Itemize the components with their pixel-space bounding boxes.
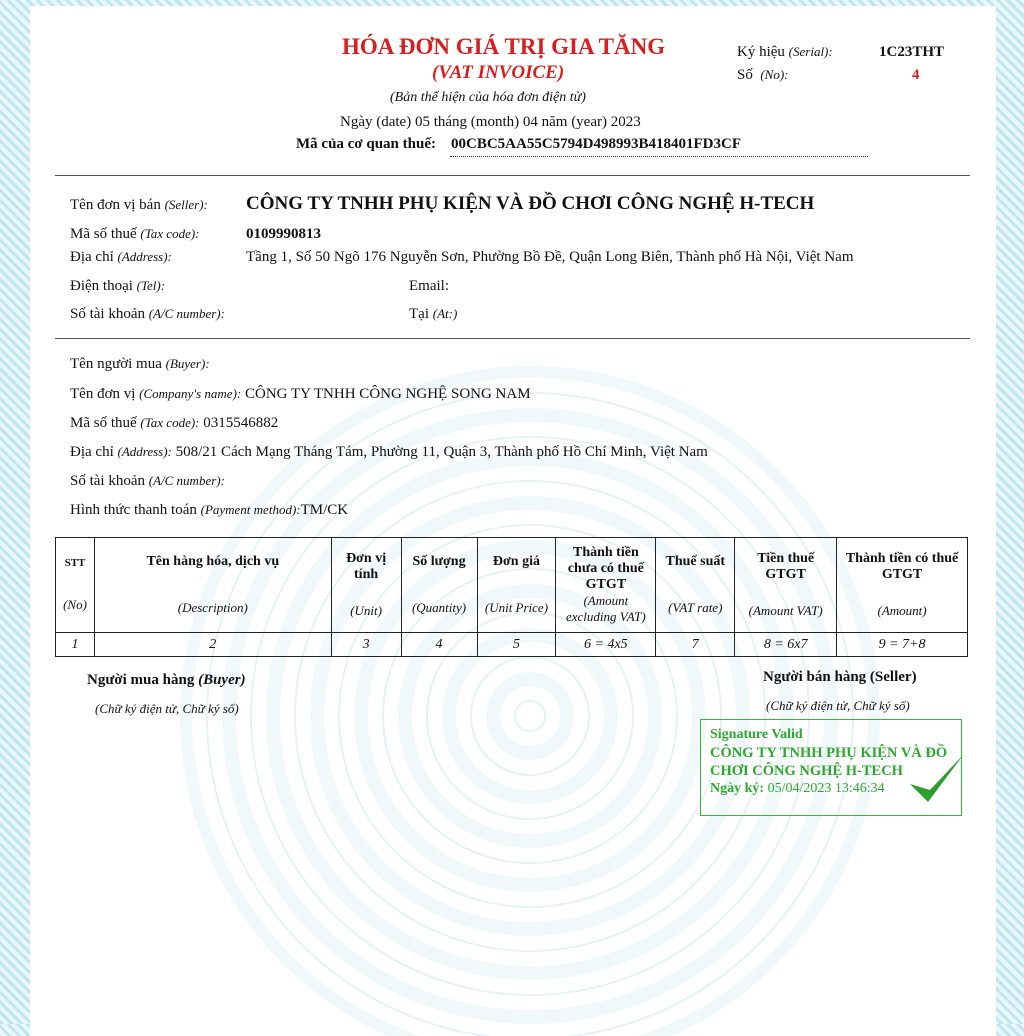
buyer-company: CÔNG TY TNHH CÔNG NGHỆ SONG NAM	[245, 386, 531, 402]
index-cell: 1	[56, 633, 95, 657]
buyer-company-label: Tên đơn vị	[70, 386, 136, 402]
header-cell: Đơn giá (Unit Price)	[477, 538, 556, 633]
payment-label-en: (Payment method):	[200, 502, 301, 517]
divider	[55, 175, 970, 176]
index-cell: 8 = 6x7	[735, 633, 837, 657]
index-cell: 6 = 4x5	[556, 633, 656, 657]
buyer-signature-note: (Chữ ký điện tử, Chữ ký số)	[95, 701, 239, 716]
seller-address: Tầng 1, Số 50 Ngõ 176 Nguyễn Sơn, Phường Bồ Đề, Quận Long Biên, Thành phố Hà Nội, Việt Nam	[246, 249, 854, 265]
invoice-subtitle: (VAT INVOICE)	[432, 62, 565, 83]
seller-at-label-en: (At:)	[432, 306, 458, 321]
index-cell: 4	[401, 633, 477, 657]
seller-tel-label-en: (Tel):	[136, 278, 166, 293]
invoice-date: Ngày (date) 05 tháng (month) 04 năm (year) 2023	[340, 114, 641, 130]
serial-label-en: (Serial):	[788, 44, 833, 59]
sign-date: 05/04/2023 13:46:34	[767, 781, 885, 796]
buyer-address: 508/21 Cách Mạng Tháng Tám, Phường 11, Quận 3, Thành phố Hồ Chí Minh, Việt Nam	[175, 444, 708, 460]
checkmark-icon	[906, 750, 966, 810]
buyer-company-label-en: (Company's name):	[139, 386, 242, 401]
header-cell: Thuế suất (VAT rate)	[656, 538, 735, 633]
buyer-label-en: (Buyer):	[165, 356, 210, 371]
header-cell: Số lượng (Quantity)	[401, 538, 477, 633]
header-cell: Tiền thuế GTGT (Amount VAT)	[735, 538, 837, 633]
seller-email-label: Email:	[409, 278, 449, 294]
seller-name-label: Tên đơn vị bán	[70, 197, 161, 213]
buyer-signature-label-en: (Buyer)	[198, 672, 246, 688]
seller-tax-label-en: (Tax code):	[140, 226, 200, 241]
invoice-note: (Bản thể hiện của hóa đơn điện tử)	[390, 90, 586, 105]
buyer-account-label-en: (A/C number):	[148, 473, 225, 488]
invoice-page	[30, 6, 996, 1036]
seller-signature-note: (Chữ ký điện tử, Chữ ký số)	[766, 698, 910, 713]
payment-method: TM/CK	[300, 502, 349, 518]
payment-label: Hình thức thanh toán	[70, 502, 197, 518]
buyer-address-label: Địa chỉ	[70, 444, 114, 460]
seller-at-label: Tại	[409, 306, 429, 322]
index-cell: 2	[94, 633, 331, 657]
buyer-label: Tên người mua	[70, 356, 162, 372]
header-cell: Thành tiền có thuế GTGT (Amount)	[837, 538, 968, 633]
index-cell: 5	[477, 633, 556, 657]
divider	[55, 338, 970, 339]
serial-value: 1C23THT	[879, 44, 945, 60]
index-cell: 7	[656, 633, 735, 657]
buyer-tax-label-en: (Tax code):	[140, 415, 200, 430]
seller-tel-label: Điện thoại	[70, 278, 133, 294]
header-cell: Thành tiền chưa có thuế GTGT (Amount excluding VAT)	[556, 538, 656, 633]
signer-name: CÔNG TY TNHH PHỤ KIỆN VÀ ĐỒ CHƠI CÔNG NGHỆ H-TECH	[710, 745, 948, 779]
seller-address-label-en: (Address):	[117, 249, 172, 264]
sign-date-label: Ngày ký:	[710, 781, 765, 796]
header-cell: Đơn vị tính (Unit)	[331, 538, 401, 633]
index-row	[56, 633, 968, 657]
signature-valid-label: Signature Valid	[710, 727, 803, 742]
index-cell: 9 = 7+8	[837, 633, 968, 657]
seller-account-label: Số tài khoản	[70, 306, 145, 322]
no-label-en: (No):	[760, 67, 789, 82]
seller-name: CÔNG TY TNHH PHỤ KIỆN VÀ ĐỒ CHƠI CÔNG NGHỆ H-TECH	[246, 193, 815, 214]
header-cell: STT (No)	[56, 538, 95, 633]
buyer-address-label-en: (Address):	[117, 444, 172, 459]
invoice-number: 4	[912, 67, 920, 83]
seller-signature-label: Người bán hàng (Seller)	[763, 669, 917, 685]
seller-name-label-en: (Seller):	[164, 197, 208, 212]
seller-tax-code: 0109990813	[246, 226, 321, 242]
header-row	[56, 538, 968, 633]
seller-account-label-en: (A/C number):	[148, 306, 225, 321]
seller-tax-label: Mã số thuế	[70, 226, 137, 242]
serial-label: Ký hiệu	[737, 44, 785, 60]
index-cell: 3	[331, 633, 401, 657]
buyer-signature-label: Người mua hàng	[87, 672, 195, 688]
invoice-title: HÓA ĐƠN GIÁ TRỊ GIA TĂNG	[342, 34, 666, 59]
code-underline	[450, 156, 868, 157]
buyer-tax-code: 0315546882	[203, 415, 279, 431]
items-table	[55, 537, 968, 657]
digital-signature-box	[700, 719, 962, 816]
tax-authority-code: 00CBC5AA55C5794D498993B418401FD3CF	[451, 136, 741, 152]
buyer-account-label: Số tài khoản	[70, 473, 145, 489]
header-cell: Tên hàng hóa, dịch vụ (Description)	[94, 538, 331, 633]
buyer-tax-label: Mã số thuế	[70, 415, 137, 431]
seller-address-label: Địa chỉ	[70, 249, 114, 265]
no-label: Số	[737, 67, 753, 83]
tax-authority-label: Mã của cơ quan thuế:	[296, 136, 436, 152]
